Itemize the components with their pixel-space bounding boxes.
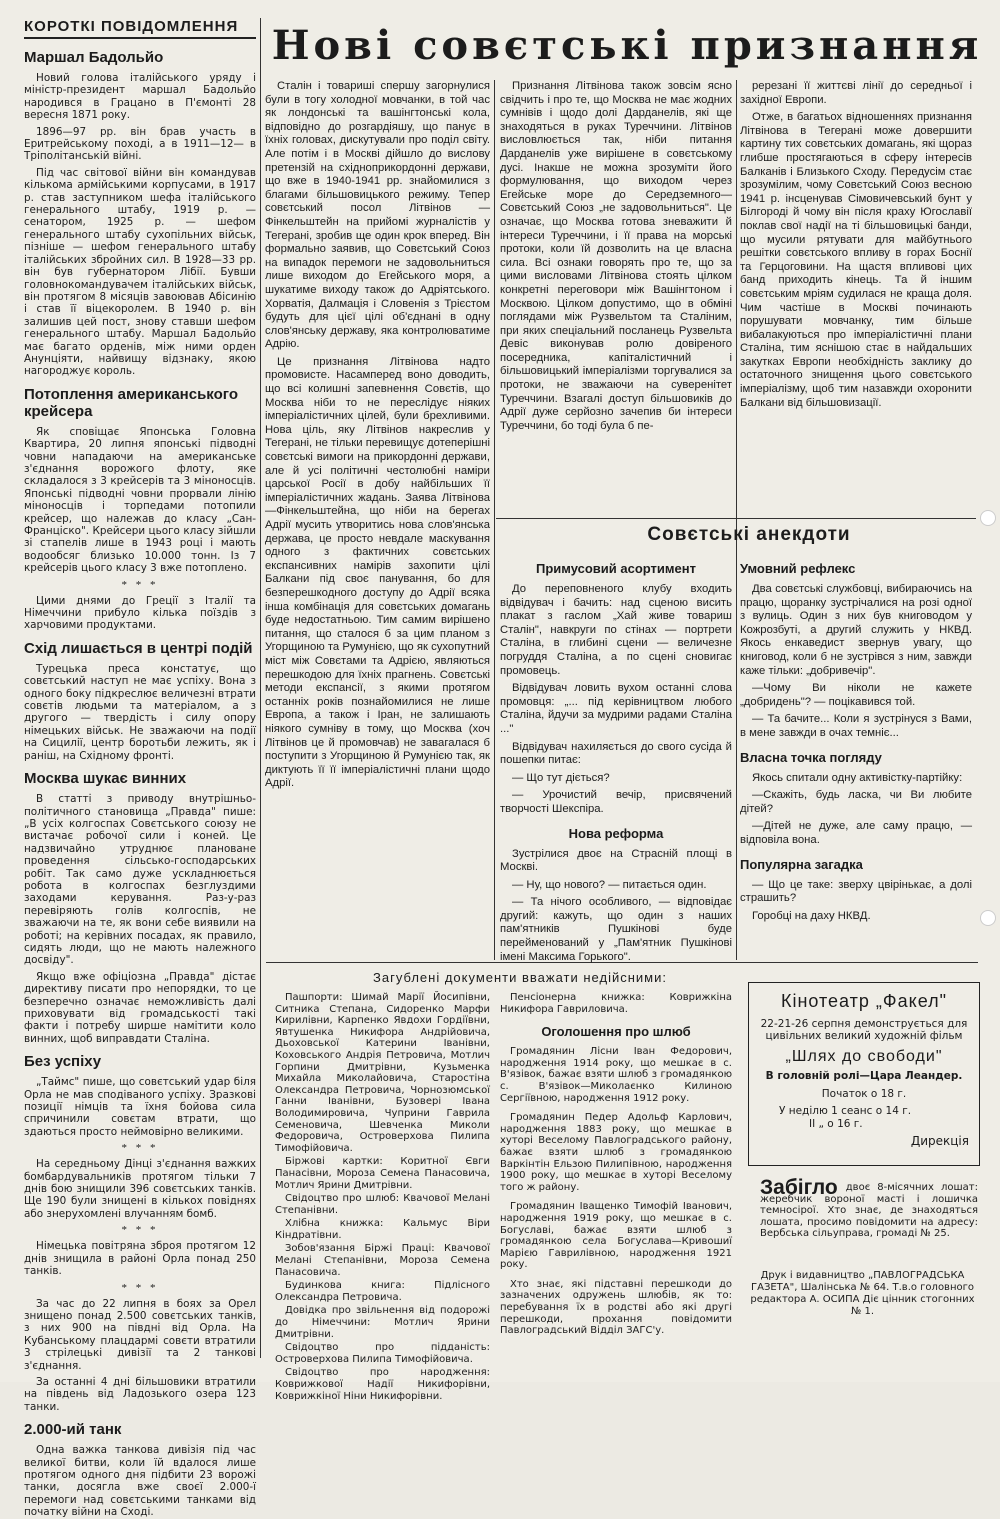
binder-hole xyxy=(980,910,996,926)
column-rule xyxy=(736,80,737,960)
document-entry: Пашпорти: Шимай Марії Йосипівни, Ситника Степана, Сидоренко Марфи Кирилівни, Карпенко Явдохи Гордіївни, Явтушенка Никифора Андрійовича, Дьоховської Катерини Іванівни, Коховського Андрія Петровича, Мотлич Горпини Дмитрівни, Кузьменка Михайла Миколайовича, Старостіна Олександра Петровича, Чорнозюмської Ганни Іванівни, Бузовері Івана Володимировича, Чуприни Гаврила Семеновича, Шевченка Миколи Федоровича, Островерхова Пилипа Тимофійовича. xyxy=(275,992,490,1154)
anecdote-paragraph: —Чому Ви ніколи не кажете „добридень"? — поцікавився той. xyxy=(740,682,972,708)
section-rule xyxy=(496,518,976,519)
article-title: 2.000-ий танк xyxy=(24,1421,122,1439)
document-entry: Зобов'язання Біржі Праці: Квачової Мелані Степанівни, Мороза Семена Панасовича. xyxy=(275,1243,490,1278)
anecdote-paragraph: Якось спитали одну активістку-партійку: xyxy=(752,771,963,784)
film-role: В головній ролі—Цара Леандер. xyxy=(765,1070,963,1082)
separator-stars: * * * xyxy=(121,1224,159,1237)
lost-notice-title: Забігло xyxy=(760,1176,838,1199)
marriage-notices xyxy=(500,992,732,1362)
marriage-title: Оголошення про шлюб xyxy=(541,1024,691,1040)
article-paragraph: 1896—97 рр. він брав участь в Еритрейському поході, а в 1911—12— в Тріполітанській війні. xyxy=(24,125,256,163)
cinema-title: Кінотеатр „Факел" xyxy=(780,991,948,1011)
document-entry: Біржові картки: Коритної Євги Панасівни, Мороза Семена Панасовича, Мотлич Ярини Дмитрівни. xyxy=(275,1156,490,1191)
marriage-notice: Громадянин Іващенко Тимофій Іванович, народження 1919 року, що мешкає в с. Богуславі, бажає взяти шлюб з громадянкою села Богуслава—Кривошиї Марією Гаврилівною, народження 1921 року. xyxy=(500,1201,732,1271)
article-paragraph: Новий голова італійського уряду і міністр-президент маршал Бадольйо народився в Грацано в П'ємонті 28 вересня 1871 року. xyxy=(24,72,256,122)
document-entry: Свідоцтво про підданість: Островерхова Пилипа Тимофійовича. xyxy=(275,1342,490,1365)
article-paragraph: „Таймс" пише, що совєтський удар біля Орла не мав сподіваного успіху. Зразкові позиції німців та їхня бойова сила спричинили совєтам втрати, що здаються просто неймовірно великими. xyxy=(24,1076,256,1138)
anecdote-paragraph: —Скажіть, будь ласка, чи Ви любите дітей? xyxy=(740,789,972,815)
anecdote-title: Нова реформа xyxy=(568,825,664,841)
lost-documents-header: Загублені документи вважати недійсними: xyxy=(373,970,667,985)
imprint: Друк і видавництво „ПАВЛОГРАДСЬКА ГАЗЕТА", Шалінська № 64. Т.в.о головного редактора А. ОСИПА Діє цінник стогонних № 1. xyxy=(750,1270,975,1317)
marriage-notice: Громадянин Педер Адольф Карлович, народження 1883 року, що мешкає в хуторі Веселому Павлоградського району, бажає взяти шлюб з громадянкою Варкінтін Ельзою Пилипівною, народження 1900 року, що мешкає в хуторі Веселому того ж району. xyxy=(500,1112,732,1193)
anecdote-paragraph: — Що це таке: зверху цвірінькає, а долі страшить? xyxy=(740,878,972,905)
document-entry: Свідоцтво про шлюб: Квачової Мелані Степанівни. xyxy=(275,1193,490,1216)
document-entry: Свідоцтво про народження: Коврижкової Надії Никифорівни, Коврижкіної Ніни Никифорівни. xyxy=(275,1367,490,1402)
separator-stars: * * * xyxy=(121,1281,159,1294)
article-paragraph: ререзані її життєві лінії до середньої і західної Европи. xyxy=(740,80,972,106)
lost-notice-text xyxy=(760,1176,978,1240)
anecdote-paragraph: — Та бачите... Коли я зустрінуся з Вами, в мене завжди в очах темніє... xyxy=(740,713,972,739)
article-paragraph: За час до 22 липня в боях за Орел знищено понад 2.500 совєтських танків, з них 900 на півдні від Орла. На Кубанському плацдармі совєти втратили 3 стрілецькі дивізії та 2 танкові з'єднання. xyxy=(24,1297,256,1372)
separator-stars: * * * xyxy=(121,1142,159,1155)
article-paragraph: Отже, в багатьох відношеннях признання Літвінова в Тегерані може довершити картину тих совєтських домагань, які щораз глибше простягаються в сферу інтересів Балканів і Близького Сходу. Передусім стає зрозумілим, чому Совєтський Союз весною 1941 р. інсценував Сімовичевський бунт у Білгороді й чому він після краху Югославії поклав свої надії на ті більшовицькі банди, що мусили рятувати для майбутнього решітки совєтського впливу в горах Боснії та Герцоговини. На щастя впливові цих банд приходить кінець. Та й іншим совєтським мріям судилася не краща доля. Чим частіше в Москві починають порушувати мовчанку, тим більше вибалакуються про імперіалістичні плани Сталіна, тим яснішою стає в найдальших закутках Европи необхідність заклику до остаточного знищення цього совєтського імперіалізму, щоб тим назавжди охоронити Балкани від більшовизації. xyxy=(740,111,972,409)
anecdote-paragraph: До переповненого клубу входить відвідувач і бачить: над сценою висить плакат з гаслом „Хай живе товариш Сталін", навкруги по стінах — портрети Сталіна, в глибині сцени — величезне погруддя Сталіна, а по сцені сновигає промовець. xyxy=(500,583,732,677)
article-paragraph: Німецька повітряна зброя протягом 12 днів знищила в районі Орла понад 250 танків. xyxy=(24,1240,256,1278)
main-headline: Нові совєтські признання xyxy=(271,22,983,69)
cinema-ad xyxy=(748,982,980,1166)
lost-documents-list xyxy=(275,992,490,1402)
anecdotes-left xyxy=(500,552,732,972)
article-paragraph: Це признання Літвінова надто промовисте. Насамперед воно доводить, що всі колишні запевнення Совєтів, що Москва ніби то не переслідує ніяких імперіалістичних цілей, були брехливими. Нова ціль, яку Літвінов накреслив у Тегерані, не тільки перевищує дотеперішні совєтські вимоги на прикордонні держави, але й усі політичні честолюбні наміри царської Росії в добу найбільших її імперіалістичних жадань. Заява Літвінова—Фінкельштейна, що ніби на берегах Адрії мусить утворитись нова слов'янська держава, це просто невдале маскування одного з фактичних совєтських експансивних намірів захопити цілі Балкани під своє панування, бо для безперешкодного доступу до Адрії всяка інша комбінація для совєтських домагань буде недостатньою. Тим самим вирішено питання, що сталося б за цим планом з Угорщиною та Румунією, що як сухопутний міст між Совєтами та Адрією, являються перешкодою для їхніх прагнень. Совєтські методи експансії, з якими протягом останніх років познайомилися не лише Европа, а також і Іран, не залишають ніякого сумніву в тому, що Москва (хоч Літвінов це й промовчав) не завагалася б поступити з Угорщиною й Румунією так, як диктують її її імперіалістичні плани щодо Адрії. xyxy=(265,355,490,790)
article-paragraph: Як сповіщає Японська Головна Квартира, 20 липня японські підводні човни нападаючи на американське з'єднання ворожого флоту, яке складалося з 3 крейсерів та 3 міноносців. Японські підводні човни прорвали лінію міноносців і торпедами потопили крейсер, що належав до класу „Сан-Франціско". Крейсери цього класу зійшли зі стапелів лише в 1943 році і мають водообсяг близько 10.000 тонн. Із 7 крейсерів цього класу 3 вже потоплено. xyxy=(24,425,256,575)
binder-hole xyxy=(980,510,996,526)
article-title: Москва шукає винних xyxy=(24,770,187,788)
column-rule xyxy=(260,18,261,1358)
anecdotes-right xyxy=(740,552,972,972)
anecdote-title: Власна точка погляду xyxy=(740,749,882,765)
main-article-column-1 xyxy=(265,80,490,1028)
anecdote-paragraph: — Що тут діється? xyxy=(512,771,610,784)
anecdotes-title: Совєтські анекдоти xyxy=(647,524,851,545)
anecdote-paragraph: —Дітей не дуже, але саму працю, — відповіла вона. xyxy=(740,820,972,846)
article-title: Потоплення американського крейсера xyxy=(24,385,238,420)
cinema-subtitle: 22-21-26 серпня демонструється для цивільних великий художній фільм xyxy=(760,1018,968,1042)
document-entry: Пенсіонерна книжка: Коврижкіна Никифора Гавриловича. xyxy=(500,992,732,1015)
lost-notice xyxy=(760,1176,978,1240)
article-paragraph: Сталін і товариші спершу загорнулися були в тогу холодної мовчанки, в той час як лондонські та вашінгтонські кола, відповідно до розгардіяшу, що панує в їхніх головах, дискутували про поділ світу. Але потім і в Москві дійшло до вислову претензій на східноприкордонні держави, що вже в 1940-1941 рр. знайомилися з благами більшовицького режиму. Тепер совєтський посол Літвінов — Фінкельштейн на прийомі журналістів у Тегерані, зробив ще один крок вперед. Він формально заявив, що Совєтський Союз на випадок перемоги не задовольниться лише виходом до Егейського моря, а шукатиме виходу також до Адріятського. Хорватія, Далмація і Словенія з Трієстом будуть для цієї цілі об'єднані в одну слов'янську державу, яка контролюватиме Адрію. xyxy=(265,80,490,351)
article-paragraph: На середньому Дінці з'єднання важких бомбардувальників протягом тільки 7 днів бою знищили 396 совєтських танків. Ще 190 були знищені в кількох повіднях або знерухомлені влучанням бомб. xyxy=(24,1158,256,1220)
anecdote-paragraph: Горобці на даху НКВД. xyxy=(752,909,871,922)
separator-stars: * * * xyxy=(121,578,159,591)
anecdote-paragraph: — Ну, що нового? — питається один. xyxy=(512,878,707,891)
main-article-column-2 xyxy=(500,80,732,510)
film-title: „Шлях до свободи" xyxy=(785,1048,943,1065)
anecdote-paragraph: — Урочистий вечір, присвячений творчості Шекспіра. xyxy=(500,789,732,815)
section-header: КОРОТКІ ПОВІДОМЛЕННЯ xyxy=(24,18,256,39)
article-paragraph: В статті з приводу внутрішньо-політичного становища „Правда" пише: „В усіх колгоспах Совєтського союзу не вистачає робочої сили і коней. Це надзвичайно утруднює плановане проведення сільсько-господарських робіт. Так само дуже ускладнюється робота в колгоспах безглуздими заходами керування. Раз-у-раз перевіряють голів колгоспів, не зважаючи на те, як вони себе виявили на роботі; на керівних посадах, як правило, сидять люди, що не мають належного досвіду". xyxy=(24,793,256,967)
article-paragraph: Якщо вже офіціозна „Правда" дістає директиву писати про непорядки, то це безперечно означає неможливість далі приховувати від громадськості такі факти і потребу ширше намітити коло винних, щоб виправдати Сталіна. xyxy=(24,970,256,1045)
anecdote-paragraph: Зустрілися двоє на Страсній площі в Москві. xyxy=(500,847,732,874)
anecdote-paragraph: — Та нічого особливого, — відповідає другий: кажуть, що один з наших пам'ятників Пушкінові буде перейменований у „Пам'ятник Пушкінові імені Максима Горького". xyxy=(500,896,732,963)
lost-notice-body: двоє 8-місячних лошат: жеребчик вороної масті і лошичка темносірої. Хто знає, де знаходяться лошата, просимо повідомити на адресу: Вербська сільуправа, громаді № 25. xyxy=(760,1182,978,1240)
article-title: Схід лишається в центрі подій xyxy=(24,639,253,657)
document-entry: Хлібна книжка: Кальмус Віри Кіндратівни. xyxy=(275,1218,490,1241)
marriage-notice: Громадянин Лісни Іван Федорович, народження 1914 року, що мешкає в с. В'язівок, бажає взяти шлюб з громадянкою с. В'язівок—Миколаєнко Килиною Сергіївною, народження 1912 року. xyxy=(500,1046,732,1104)
anecdote-title: Примусовий асортимент xyxy=(536,561,696,576)
article-paragraph: За останні 4 дні більшовики втратили на південь від Ладозького озера 123 танки. xyxy=(24,1375,256,1413)
anecdote-paragraph: Два совєтські службовці, вибираючись на працю, щоранку зустрічалися на розі одної з вулиць. Один з них був книговодом у Кожрозбуті, а другий служить у НКВД. Якось енкаведист звернув увагу, що книговод, коли б не зустрівся з ним, завжди каже тільки: „добривечір". xyxy=(740,583,972,677)
sunday-session-2: II „ о 16 г. xyxy=(809,1118,863,1130)
article-paragraph: Під час світової війни він командував кількома армійськими корпусами, в 1917 р. став заступником шефа італійського генерального штабу, 1919 р. — сенатором, 1925 р. — шефом генерального штабу сухопільних військ, пізніше — шефом генерального штабу італійських збройних сил. В 1928—33 рр. він був губернатором Лібії. Бувши головнокомандувачем італійських військ, він протягом 8 місяців завоював Абісинію і став її віцекоролем. В 1940 р. він залишив цей пост, знову ставши шефом генерального штабу. Маршал Бадольйо має багато орденів, між ними орден Анунціяти, найвищу відзнаку, якою нагороджує король. xyxy=(24,166,256,378)
anecdote-paragraph: Відвідувач ловить вухом останні слова промовця: „... під керівництвом любого Сталіна, йдучи за мудрими радами Сталіна ..." xyxy=(500,682,732,735)
anecdote-title: Популярна загадка xyxy=(740,856,863,872)
article-title: Без успіху xyxy=(24,1053,102,1071)
article-paragraph: Цими днями до Греції з Італії та Німеччини прибуло кілька поїздів з харчовими продуктами. xyxy=(24,594,256,632)
main-article-column-3 xyxy=(740,80,972,510)
document-entry: Довідка про звільнення від подорожі до Німеччини: Мотлич Ярини Дмитрівни. xyxy=(275,1305,490,1340)
cinema-management: Дирекція xyxy=(910,1134,969,1148)
show-start: Початок о 18 г. xyxy=(821,1088,907,1100)
article-title: Маршал Бадольйо xyxy=(24,49,164,66)
document-entry: Будинкова книга: Підлісного Олександра Петровича. xyxy=(275,1280,490,1303)
article-paragraph: Одна важка танкова дивізія під час великої битви, коли їй вдалося лише протягом одного дня підбити 23 ворожі танки, досягла вже своєї 2.000-ї перемоги над совєтськими танками від початку війни на Сході. xyxy=(24,1444,256,1519)
anecdote-paragraph: Відвідувач нахиляється до свого сусіда й пошепки питає: xyxy=(500,740,732,767)
short-news-column xyxy=(24,18,256,1519)
article-paragraph: Турецька преса констатує, що совєтський наступ не має успіху. Вона з одного боку підкреслює величезні втрати совєтів людьми та матеріалом, а з другого — твердість і силу опору німецьких військ. Не зважаючи на події на Сицилії, центр боротьби лежить, як і раніш, на Східному фронті. xyxy=(24,662,256,762)
column-rule xyxy=(494,80,495,960)
article-paragraph: Признання Літвінова також зовсім ясно свідчить і про те, що Москва не має жодних сумнівів і щодо долі Дарданелів, які ще знаходяться в руках Туреччини. Літвінов висловлюється так, ніби питання Дарданелів уже вирішене в совєтському дусі. Інакше не можна зрозуміти його формулювання, що виходом через Егейське море до Середземного—Совєтський Союз „не задовольниться". Це означає, що Москва готова зневажити й інтереси Туреччини, і її права на морські протоки, коли їй дозволить на це власна сила. Всі ознаки говорять про те, що за цими висловами Літвінова стоять цілком конкретні переговори між Вашінгтоном і Москвою. Цілком допустимо, що в обміні поглядами між Рузвельтом та Сталіним, при яких спеціальний посланець Рузвельта Девіс виконував ролю довіреного посередника, капіталістичний і більшовицький імперіалізми торгувалися за протоки, не зважаючи на суверенітет Туреччини. Взагалі доступ більшовиків до Адрії дуже серйозно зачепив би інтереси Туреччини, бо тоді була б пе- xyxy=(500,80,732,432)
anecdote-title: Умовний рефлекс xyxy=(740,561,856,576)
sunday-session-1: У неділю 1 сеанс о 14 г. xyxy=(779,1105,912,1117)
marriage-notice: Хто знає, які підставні перешкоди до зазначених одружень шлюбів, як то: перебування їх в родстві або які другі перешкоди, прохання повідомити Павлоградський Відділ ЗАГС'у. xyxy=(500,1278,732,1337)
